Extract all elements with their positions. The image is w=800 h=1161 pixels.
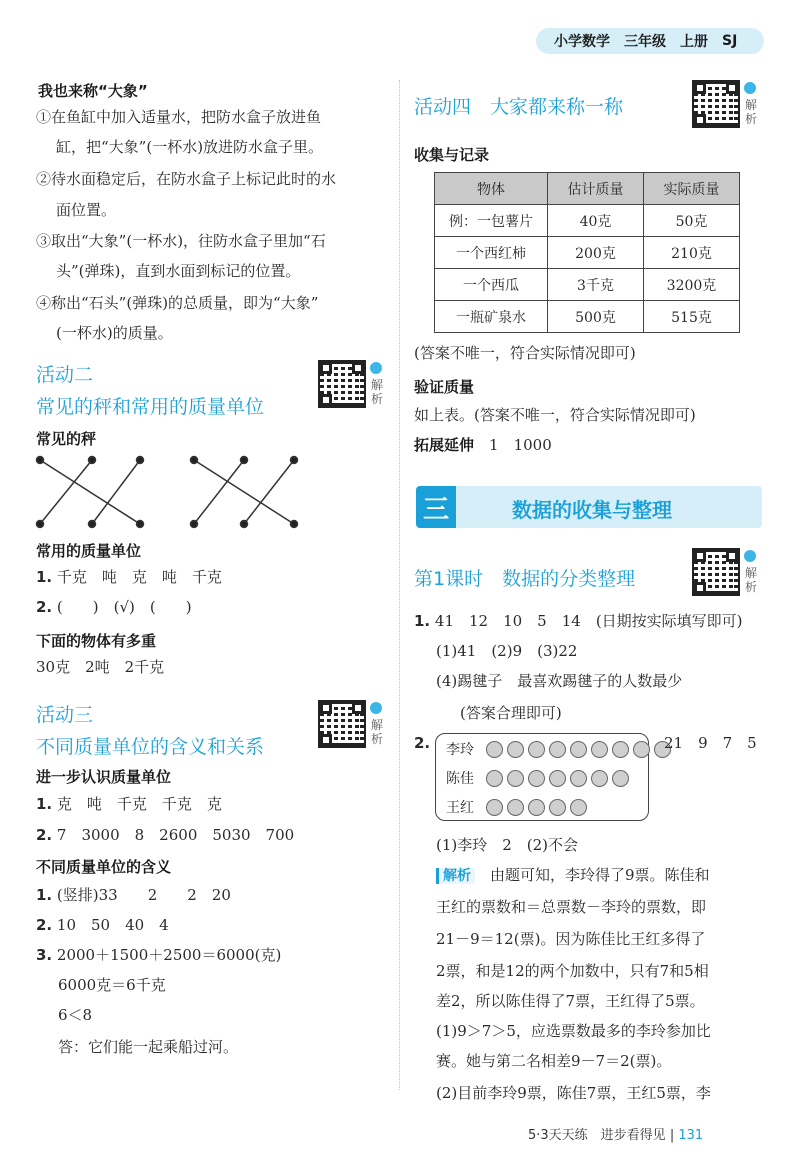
analysis-line-1: 解析 由题可知，李玲得了9票。陈佳和: [436, 868, 710, 884]
step-2a: ②待水面稳定后，在防水盒子上标记此时的水: [36, 170, 337, 188]
vote-dot: [528, 799, 545, 816]
table-header-row: [435, 173, 740, 205]
qr-label: 解析: [371, 378, 384, 406]
vote-name: 李玲: [446, 742, 474, 758]
table-cell: 一个西瓜: [435, 269, 548, 301]
vote-row: [446, 768, 629, 788]
vote-dot: [549, 770, 566, 787]
analysis-line: 王红的票数和＝总票数－李玲的票数，即: [436, 898, 707, 916]
vote-dot: [486, 799, 503, 816]
extend-answer: 1 1000: [489, 436, 552, 454]
q1-sub2: (4)踢毽子 最喜欢踢毽子的人数最少: [436, 672, 683, 690]
step-3a: ③取出“大象”(一杯水)，往防水盒子里加“石: [36, 232, 326, 250]
section-banner: [416, 486, 762, 528]
match-dot: [37, 457, 44, 464]
matching-lines-diagram: [30, 452, 310, 532]
header-subject: 小学数学: [554, 34, 610, 50]
analysis-line: 2票，和是12的两个加数中，只有7和5相: [436, 962, 709, 980]
table-cell: 3千克: [548, 269, 644, 301]
vote-name: 陈佳: [446, 771, 474, 787]
further-q1: 1. 克 吨 千克 千克 克: [36, 795, 222, 813]
play-icon: [370, 702, 382, 714]
table-row: [435, 301, 740, 333]
header-volume: 上册: [680, 34, 708, 50]
table-cell: 40克: [548, 205, 644, 237]
step-1a: ①在鱼缸中加入适量水，把防水盒子放进鱼: [36, 108, 322, 126]
meaning-q3-line2: 6＜8: [58, 1006, 93, 1024]
meaning-title: 不同质量单位的含义: [36, 858, 172, 876]
table-cell: 200克: [548, 237, 644, 269]
play-icon: [370, 362, 382, 374]
analysis-line: (1)9＞7＞5，应选票数最多的李玲参加比: [436, 1022, 711, 1040]
qr-code-act4[interactable]: [692, 80, 762, 134]
qr-label: 解析: [745, 98, 758, 126]
match-line: [92, 460, 140, 524]
vote-dot: [570, 741, 587, 758]
match-line: [194, 460, 294, 524]
footer-brand: 5·3天天练 进步看得见: [528, 1128, 666, 1143]
qr-code-lesson[interactable]: [692, 548, 762, 602]
match-line: [40, 460, 92, 524]
step-2b: 面位置。: [56, 201, 117, 219]
analysis-line: 差2，所以陈佳得了7票，王红得了5票。: [436, 992, 705, 1010]
page-footer: 5·3天天练 进步看得见 | 131: [528, 1128, 704, 1143]
record-table: [434, 172, 740, 333]
meaning-q2: 2. 10 50 40 4: [36, 916, 169, 934]
units-q1: 1. 千克 吨 克 吨 千克: [36, 568, 222, 586]
weights-answer: 30克 2吨 2千克: [36, 658, 165, 676]
step-4b: (一杯水)的质量。: [56, 324, 173, 342]
extend-title: 拓展延伸: [414, 436, 475, 454]
vote-row: [446, 797, 587, 817]
intro-title: 我也来称“大象”: [38, 82, 148, 100]
table-cell: 515克: [644, 301, 740, 333]
vote-dot: [549, 741, 566, 758]
header-grade: 三年级: [624, 34, 666, 50]
column-divider: [399, 80, 400, 1090]
match-dot: [191, 457, 198, 464]
votes-totals: 21 9 7 5: [664, 734, 757, 752]
table-row: [435, 269, 740, 301]
match-line: [40, 460, 140, 524]
act2-label: 活动二: [36, 364, 94, 386]
match-dot: [241, 521, 248, 528]
act2-title: 常见的秤和常用的质量单位: [36, 396, 265, 418]
vote-dot: [570, 799, 587, 816]
table-cell: 500克: [548, 301, 644, 333]
vote-dot: [507, 741, 524, 758]
vote-dot: [633, 741, 650, 758]
verify-title: 验证质量: [414, 378, 475, 396]
units-q2: 2. ( ) (√) ( ): [36, 598, 192, 616]
book-header: [536, 28, 764, 54]
table-header: 估计质量: [548, 173, 644, 205]
step-1b: 缸，把“大象”(一杯水)放进防水盒子里。: [56, 138, 324, 156]
verify-text: 如上表。(答案不唯一，符合实际情况即可): [414, 406, 696, 424]
table-cell: 一瓶矿泉水: [435, 301, 548, 333]
vote-dot: [528, 741, 545, 758]
vote-name: 王红: [446, 800, 474, 816]
qr-label: 解析: [371, 718, 384, 746]
play-icon: [744, 82, 756, 94]
meaning-q3: 3. 2000＋1500＋2500＝6000(克): [36, 946, 282, 964]
further-q2: 2. 7 3000 8 2600 5030 700: [36, 826, 295, 844]
analysis-line: 21－9＝12(票)。因为陈佳比王红多得了: [436, 930, 706, 948]
vote-dot: [507, 799, 524, 816]
match-line: [194, 460, 244, 524]
match-line: [244, 460, 294, 524]
play-icon: [744, 550, 756, 562]
analysis-tag: 解析: [436, 868, 475, 884]
match-dot: [89, 521, 96, 528]
table-row: [435, 205, 740, 237]
match-dot: [89, 457, 96, 464]
match-dot: [241, 457, 248, 464]
meaning-q3-line1: 6000克＝6千克: [58, 976, 166, 994]
table-cell: 一个西红柿: [435, 237, 548, 269]
table-cell: 3200克: [644, 269, 740, 301]
q1-sub3: (答案合理即可): [460, 704, 562, 722]
vote-row: [446, 739, 671, 759]
vote-dot: [612, 770, 629, 787]
vote-dot: [528, 770, 545, 787]
scales-title: 常见的秤: [36, 430, 97, 448]
header-edition: SJ: [722, 33, 738, 49]
match-dot: [291, 457, 298, 464]
match-dot: [291, 521, 298, 528]
act4-heading: [414, 92, 623, 119]
weights-title: 下面的物体有多重: [36, 632, 157, 650]
meaning-q3-line3: 答：它们能一起乘船过河。: [58, 1038, 239, 1056]
meaning-q1: 1. (竖排)33 2 2 20: [36, 886, 231, 904]
table-row: [435, 237, 740, 269]
vote-dot: [549, 799, 566, 816]
section-number: 三: [416, 486, 456, 528]
act4-label: 活动四: [414, 96, 472, 118]
step-3b: 头”(弹珠)，直到水面到标记的位置。: [56, 262, 301, 280]
act3-label: 活动三: [36, 704, 94, 726]
match-dot: [137, 457, 144, 464]
table-header: 物体: [435, 173, 548, 205]
lesson-title: 第1课时 数据的分类整理: [414, 568, 636, 590]
vote-dot: [570, 770, 587, 787]
table-header: 实际质量: [644, 173, 740, 205]
section-title: 数据的收集与整理: [512, 498, 672, 522]
q2-answer: (1)李玲 2 (2)不会: [436, 836, 579, 854]
extend-line: [414, 438, 552, 453]
match-dot: [37, 521, 44, 528]
vote-dot: [612, 741, 629, 758]
q1-line: 1. 41 12 10 5 14 (日期按实际填写即可): [414, 612, 743, 630]
vote-dot: [507, 770, 524, 787]
further-title: 进一步认识质量单位: [36, 768, 172, 786]
match-dot: [191, 521, 198, 528]
table-cell: 210克: [644, 237, 740, 269]
act4-title: 大家都来称一称: [490, 96, 624, 118]
q2-label: 2.: [414, 734, 431, 752]
page-number: 131: [678, 1128, 704, 1143]
vote-dot: [486, 770, 503, 787]
table-cell: 50克: [644, 205, 740, 237]
analysis-line: (2)目前李玲9票，陈佳7票，王红5票，李: [436, 1084, 711, 1102]
qr-code-act3[interactable]: [318, 700, 388, 754]
collect-title: 收集与记录: [414, 146, 490, 164]
table-note: (答案不唯一，符合实际情况即可): [414, 344, 636, 362]
act3-title: 不同质量单位的含义和关系: [36, 736, 265, 758]
units-title: 常用的质量单位: [36, 542, 142, 560]
vote-dot: [486, 741, 503, 758]
analysis-line: 赛。她与第二名相差9－7＝2(票)。: [436, 1052, 672, 1070]
qr-code-act2[interactable]: [318, 360, 388, 414]
qr-label: 解析: [745, 566, 758, 594]
table-cell: 例：一包薯片: [435, 205, 548, 237]
match-dot: [137, 521, 144, 528]
vote-dot: [591, 770, 608, 787]
vote-dot: [591, 741, 608, 758]
vote-tally-box: [435, 733, 649, 821]
step-4a: ④称出“石头”(弹珠)的总质量，即为“大象”: [36, 294, 319, 312]
q1-sub1: (1)41 (2)9 (3)22: [436, 642, 578, 660]
